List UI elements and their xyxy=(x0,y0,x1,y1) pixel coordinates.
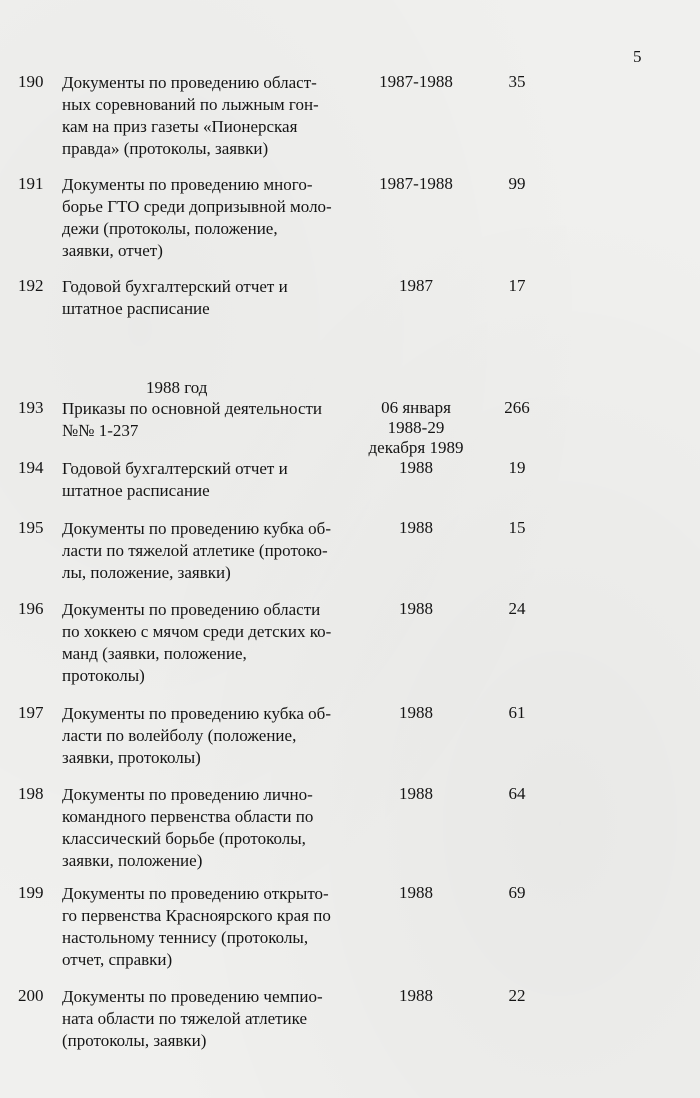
record-dates: 06 января 1988-29 декабря 1989 xyxy=(368,398,464,457)
record-title: Документы по проведению области по хоккею с мячом среди детских ко- манд (заявки, положение, протоколы) xyxy=(62,600,332,685)
record-dates: 1987-1988 xyxy=(379,174,453,193)
record-number: 192 xyxy=(18,276,44,295)
record-sheet-count: 24 xyxy=(508,599,526,618)
record-sheet-count: 15 xyxy=(508,518,526,537)
record-sheet-count: 266 xyxy=(504,398,530,417)
record-dates: 1988 xyxy=(399,599,433,618)
record-dates: 1988 xyxy=(399,883,433,902)
record-sheet-count: 69 xyxy=(508,883,526,902)
record-dates: 1988 xyxy=(399,703,433,722)
record-sheet-count: 61 xyxy=(508,703,526,722)
record-number: 194 xyxy=(18,458,44,477)
record-title: Документы по проведению много- борье ГТО среди допризывной моло- дежи (протоколы, положение, заявки, отчет) xyxy=(62,175,332,260)
record-dates: 1988 xyxy=(399,986,433,1005)
record-sheet-count: 17 xyxy=(508,276,526,295)
record-title: Годовой бухгалтерский отчет и штатное расписание xyxy=(62,277,288,318)
record-number: 193 xyxy=(18,398,44,417)
record-title: Годовой бухгалтерский отчет и штатное расписание xyxy=(62,459,288,500)
record-dates: 1988 xyxy=(399,784,433,803)
record-number: 190 xyxy=(18,72,44,91)
record-sheet-count: 99 xyxy=(508,174,526,193)
record-sheet-count: 22 xyxy=(508,986,526,1005)
record-sheet-count: 19 xyxy=(508,458,526,477)
record-title: Документы по проведению кубка об- ласти по волейболу (положение, заявки, протоколы) xyxy=(62,704,331,767)
record-dates: 1987-1988 xyxy=(379,72,453,91)
record-sheet-count: 35 xyxy=(508,72,526,91)
record-number: 195 xyxy=(18,518,44,537)
record-number: 199 xyxy=(18,883,44,902)
record-sheet-count: 64 xyxy=(508,784,526,803)
record-title: Документы по проведению открыто- го первенства Красноярского края по настольному теннису (протоколы, отчет, справки) xyxy=(62,884,331,969)
record-dates: 1988 xyxy=(399,518,433,537)
record-title: Документы по проведению лично- командного первенства области по классический борьбе (протоколы, заявки, положение) xyxy=(62,785,314,870)
record-title: Документы по проведению кубка об- ласти по тяжелой атлетике (протоко- лы, положение, заявки) xyxy=(62,519,331,582)
record-dates: 1988 xyxy=(399,458,433,477)
year-section-header: 1988 год xyxy=(146,378,208,397)
record-title: Приказы по основной деятельности №№ 1-237 xyxy=(62,399,323,440)
record-number: 196 xyxy=(18,599,44,618)
record-number: 191 xyxy=(18,174,44,193)
page-number: 5 xyxy=(633,47,642,66)
record-title: Документы по проведению чемпио- ната области по тяжелой атлетике (протоколы, заявки) xyxy=(62,987,323,1050)
record-number: 198 xyxy=(18,784,44,803)
record-number: 200 xyxy=(18,986,44,1005)
record-title: Документы по проведению област- ных соревнований по лыжным гон- кам на приз газеты «Пионерская правда» (протоколы, заявки) xyxy=(62,73,319,158)
record-dates: 1987 xyxy=(399,276,433,295)
record-number: 197 xyxy=(18,703,44,722)
